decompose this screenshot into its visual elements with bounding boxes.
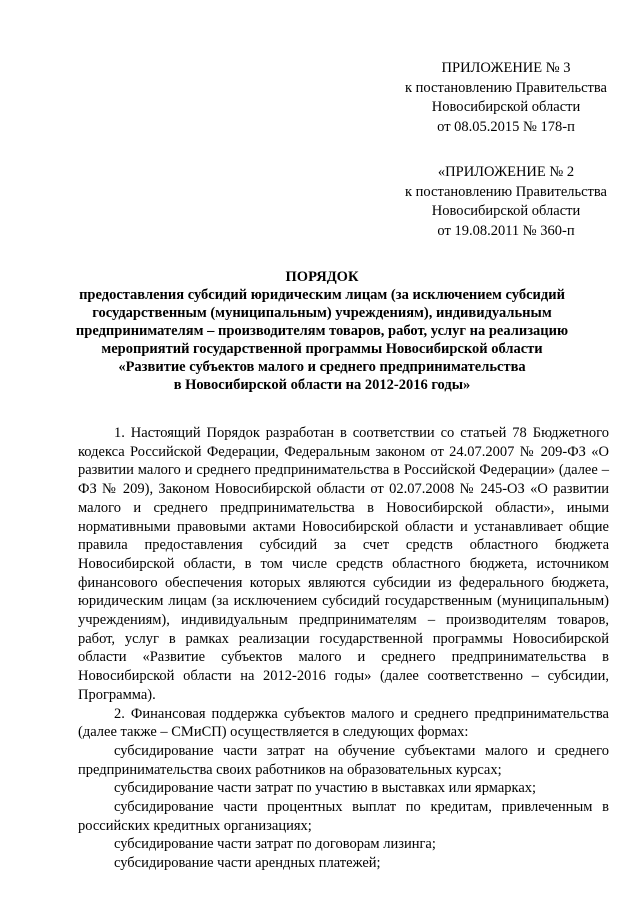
list-item: субсидирование части процентных выплат по кредитам, привлеченным в российских кредитных организациях; xyxy=(78,799,609,834)
title-line: государственным (муниципальным) учреждениям), индивидуальным xyxy=(92,305,552,321)
appendix-number: «ПРИЛОЖЕНИЕ № 2 xyxy=(437,164,575,180)
title-line: мероприятий государственной программы Новосибирской области xyxy=(101,341,543,357)
title-line: в Новосибирской области на 2012-2016 годы» xyxy=(173,377,471,393)
appendix-region: Новосибирской области xyxy=(431,99,581,115)
document-body xyxy=(78,424,609,873)
appendix-header-previous xyxy=(388,163,624,241)
appendix-number: ПРИЛОЖЕНИЕ № 3 xyxy=(441,60,571,76)
title-heading: ПОРЯДОК xyxy=(285,269,359,285)
title-line: предпринимателям – производителям товаров, работ, услуг на реализацию xyxy=(75,323,569,339)
paragraph-1: 1. Настоящий Порядок разработан в соответствии со статьей 78 Бюджетного кодекса Российской Федерации, Федеральным законом от 24.07.2007 № 209-ФЗ «О развитии малого и среднего предпринимательства в Российской Федерации» (далее – ФЗ № 209), Законом Новосибирской области от 02.07.2008 № 245-ОЗ «О развитии малого и среднего предпринимательства в Новосибирской области», иными нормативными правовыми актами Новосибирской области и устанавливает общие правила предоставления субсидий за счет средств областного бюджета Новосибирской области, в том числе средств областного бюджета, источником финансового обеспечения которых являются субсидии из федерального бюджета, юридическим лицам (за исключением субсидий государственным (муниципальным) учреждениям), индивидуальным предпринимателям – производителям товаров, работ, услуг в рамках реализации государственной программы Новосибирской области «Развитие субъектов малого и среднего предпринимательства в Новосибирской области на 2012-2016 годы» (далее соответственно – субсидии, Программа). xyxy=(78,425,609,703)
appendix-header-current xyxy=(388,59,624,137)
appendix-reference: к постановлению Правительства xyxy=(405,79,607,96)
appendix-reference: к постановлению Правительства xyxy=(405,183,607,200)
appendix-date: от 19.08.2011 № 360-п xyxy=(437,222,575,239)
list-item: субсидирование части затрат по договорам лизинга; xyxy=(114,836,436,853)
list-item: субсидирование части затрат по участию в выставках или ярмарках; xyxy=(114,780,537,797)
title-line: «Развитие субъектов малого и среднего предпринимательства xyxy=(118,359,526,375)
appendix-region: Новосибирской области xyxy=(431,203,581,219)
list-item: субсидирование части арендных платежей; xyxy=(114,855,381,872)
title-line: предоставления субсидий юридическим лицам (за исключением субсидий xyxy=(79,287,565,303)
appendix-date: от 08.05.2015 № 178-п xyxy=(437,118,575,135)
paragraph-2: 2. Финансовая поддержка субъектов малого и среднего предпринимательства (далее также – СМиСП) осуществляется в следующих формах: xyxy=(78,705,609,741)
document-title xyxy=(60,268,584,394)
list-item: субсидирование части затрат на обучение субъектами малого и среднего предпринимательства своих работников на образовательных курсах; xyxy=(78,742,609,778)
